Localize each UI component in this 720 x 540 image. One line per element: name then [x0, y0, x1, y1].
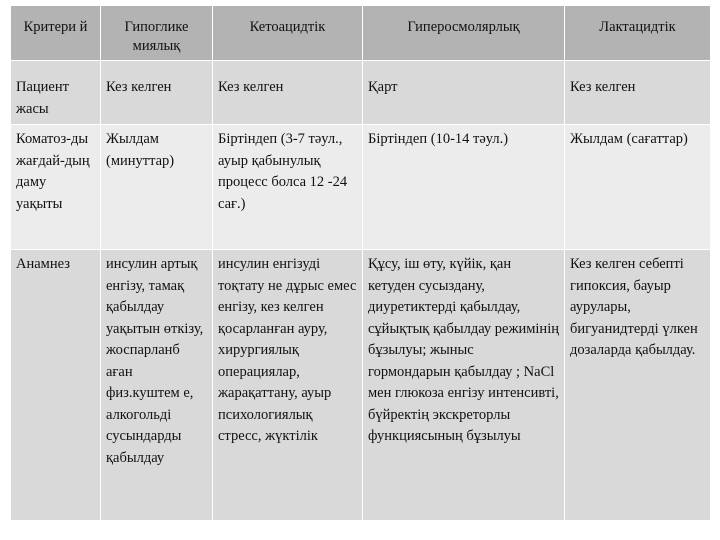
table-cell: Біртіндеп (10-14 тәул.) — [363, 125, 565, 250]
table-cell: Құсу, іш өту, күйік, қан кетуден сусыздану, диуретиктерді қабылдау, сұйықтық қабылдау режимінің бұзылуы; жыныс гормондарын қабылдау ; NaCl мен глюкоза енгізу интенсивті, бүйректің экскреторлы функциясының бұзылуы — [363, 250, 565, 521]
table-cell: Жылдам (сағаттар) — [565, 125, 711, 250]
table-cell: Кез келген — [213, 61, 363, 125]
table-cell: инсулин енгізуді тоқтату не дұрыс емес енгізу, кез келген қосарланған ауру, хирургиялық операциялар, жарақаттану, ауыр психологиялық стресс, жүктілік — [213, 250, 363, 521]
table-cell: Кез келген себепті гипоксия, бауыр аурулары, бигуанидтерді үлкен дозаларда қабылдау. — [565, 250, 711, 521]
header-hypoglycemic: Гипоглике миялық — [101, 6, 213, 61]
header-ketoacidotic: Кетоацидтік — [213, 6, 363, 61]
table-cell: Кез келген — [101, 61, 213, 125]
table-row — [11, 250, 711, 521]
header-criteria: Критери й — [11, 6, 101, 61]
table-row — [11, 125, 711, 250]
table-cell: Қарт — [363, 61, 565, 125]
table-cell: Кез келген — [565, 61, 711, 125]
header-hyperosmolar: Гиперосмолярлық — [363, 6, 565, 61]
row-label-anamnesis: Анамнез — [11, 250, 101, 521]
row-label-onset-time: Коматоз-ды жағдай-дың даму уақыты — [11, 125, 101, 250]
header-lactic-acidotic: Лактацидтік — [565, 6, 711, 61]
table-cell: Біртіндеп (3-7 тәул., ауыр қабынулық процесс болса 12 -24 сағ.) — [213, 125, 363, 250]
comparison-table — [10, 5, 711, 521]
table-row — [11, 61, 711, 125]
header-row — [11, 6, 711, 61]
row-label-patient-age: Пациент жасы — [11, 61, 101, 125]
table-cell: Жылдам (минуттар) — [101, 125, 213, 250]
table-cell: инсулин артық енгізу, тамақ қабылдау уақытын өткізу, жоспарланб аған физ.куштем е, алкогольді сусындарды қабылдау — [101, 250, 213, 521]
